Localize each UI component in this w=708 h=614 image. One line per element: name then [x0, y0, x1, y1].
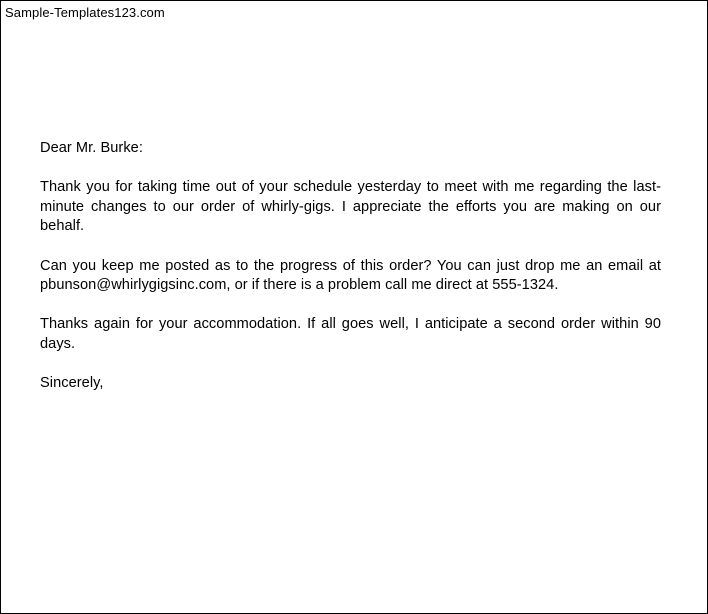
letter-paragraph-3: Thanks again for your accommodation. If all goes well, I anticipate a second order within 90 days.	[40, 316, 661, 352]
letter-body	[40, 139, 661, 413]
letter-paragraph-2: Can you keep me posted as to the progress of this order? You can just drop me an email at pbunson@whirlygigsinc.com, or if there is a problem call me direct at 555-1324.	[40, 257, 661, 294]
letter-paragraph-1: Thank you for taking time out of your schedule yesterday to meet with me regarding the last-minute changes to our order of whirly-gigs. I appreciate the efforts you are making on our behalf.	[40, 179, 661, 235]
letter-salutation: Dear Mr. Burke:	[40, 140, 143, 156]
letter-closing: Sincerely,	[40, 375, 104, 392]
site-watermark: Sample-Templates123.com	[5, 5, 165, 20]
